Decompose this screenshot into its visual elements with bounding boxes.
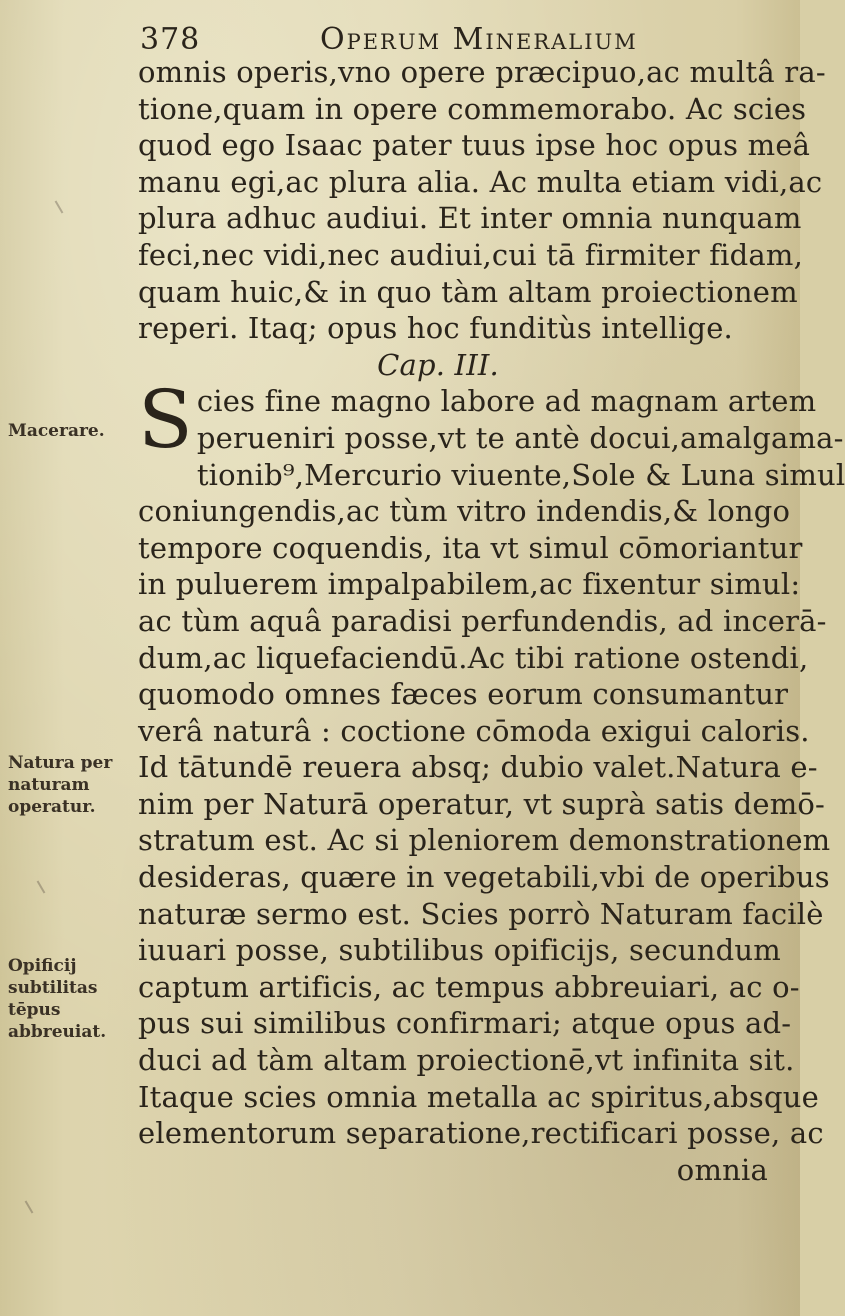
text-line: perueniri posse,vt te antè docui,amalgama- xyxy=(196,420,844,455)
text-line: duci ad tàm altam proiectionē,vt infinita sit. xyxy=(138,1043,795,1078)
text-line: Id tātundē reuera absq; dubio valet.Natura e- xyxy=(138,750,818,785)
text-line: captum artificis, ac tempus abbreuiari, ac o- xyxy=(138,969,800,1004)
text-line: iuuari posse, subtilibus opificijs, secundum xyxy=(138,933,781,968)
text-line: verâ naturâ : coctione cōmoda exigui caloris. xyxy=(138,713,810,748)
text-line: nim per Naturā operatur, vt suprà satis demō- xyxy=(138,786,826,821)
text-line: plura adhuc audiui. Et inter omnia nunquam xyxy=(138,201,802,236)
margin-note-macerare: Macerare. xyxy=(8,421,105,441)
page-number: 378 xyxy=(140,22,201,57)
text-line: tempore coquendis, ita vt simul cōmoriantur xyxy=(138,530,803,565)
text-line: in puluerem impalpabilem,ac fixentur simul: xyxy=(138,567,801,602)
drop-capital: S xyxy=(138,373,193,467)
main-text-block xyxy=(138,54,845,1188)
pencil-mark xyxy=(55,200,64,213)
text-line: manu egi,ac plura alia. Ac multa etiam vidi,ac xyxy=(138,164,823,199)
text-line: pus sui similibus confirmari; atque opus ad- xyxy=(138,1006,792,1041)
text-line: cies fine magno labore ad magnam artem xyxy=(196,384,817,419)
margin-note-opificium: Opificij subtilitas tēpus abbreuiat. xyxy=(8,956,107,1042)
text-line: reperi. Itaq; opus hoc funditùs intellige. xyxy=(138,311,733,346)
text-line: ac tùm aquâ paradisi perfundendis, ad incerā- xyxy=(138,603,827,638)
text-line: omnis operis,vno opere præcipuo,ac multâ ra- xyxy=(138,55,826,89)
margin-note-natura: Natura per naturam operatur. xyxy=(8,753,113,817)
pencil-mark xyxy=(25,1200,34,1213)
text-line: naturæ sermo est. Scies porrò Naturam facilè xyxy=(138,896,824,931)
text-line: tionib⁹,Mercurio viuente,Sole & Luna simul xyxy=(196,457,845,492)
text-line: quomodo omnes fæces eorum consumantur xyxy=(138,677,789,712)
text-line: feci,nec vidi,nec audiui,cui tā firmiter fidam, xyxy=(138,237,804,272)
catchword: omnia xyxy=(676,1152,768,1187)
text-line: desideras, quære in vegetabili,vbi de operibus xyxy=(138,860,830,895)
chapter-opening xyxy=(138,373,844,467)
text-line: Itaque scies omnia metalla ac spiritus,absque xyxy=(138,1079,819,1114)
pencil-mark xyxy=(37,880,46,893)
text-line: tione,quam in opere commemorabo. Ac scies xyxy=(138,91,807,126)
text-line: quam huic,& in quo tàm altam proiectionem xyxy=(138,274,798,309)
chapter-heading: Cap. III. xyxy=(377,347,499,382)
text-line: dum,ac liquefaciendū.Ac tibi ratione ostendi, xyxy=(138,640,809,675)
text-line: stratum est. Ac si pleniorem demonstrationem xyxy=(138,823,831,858)
text-line: quod ego Isaac pater tuus ipse hoc opus meâ xyxy=(138,128,811,163)
text-line: coniungendis,ac tùm vitro indendis,& longo xyxy=(138,494,791,529)
running-title: Operum Mineralium xyxy=(320,22,638,57)
text-line: elementorum separatione,rectificari posse, ac xyxy=(138,1116,824,1151)
